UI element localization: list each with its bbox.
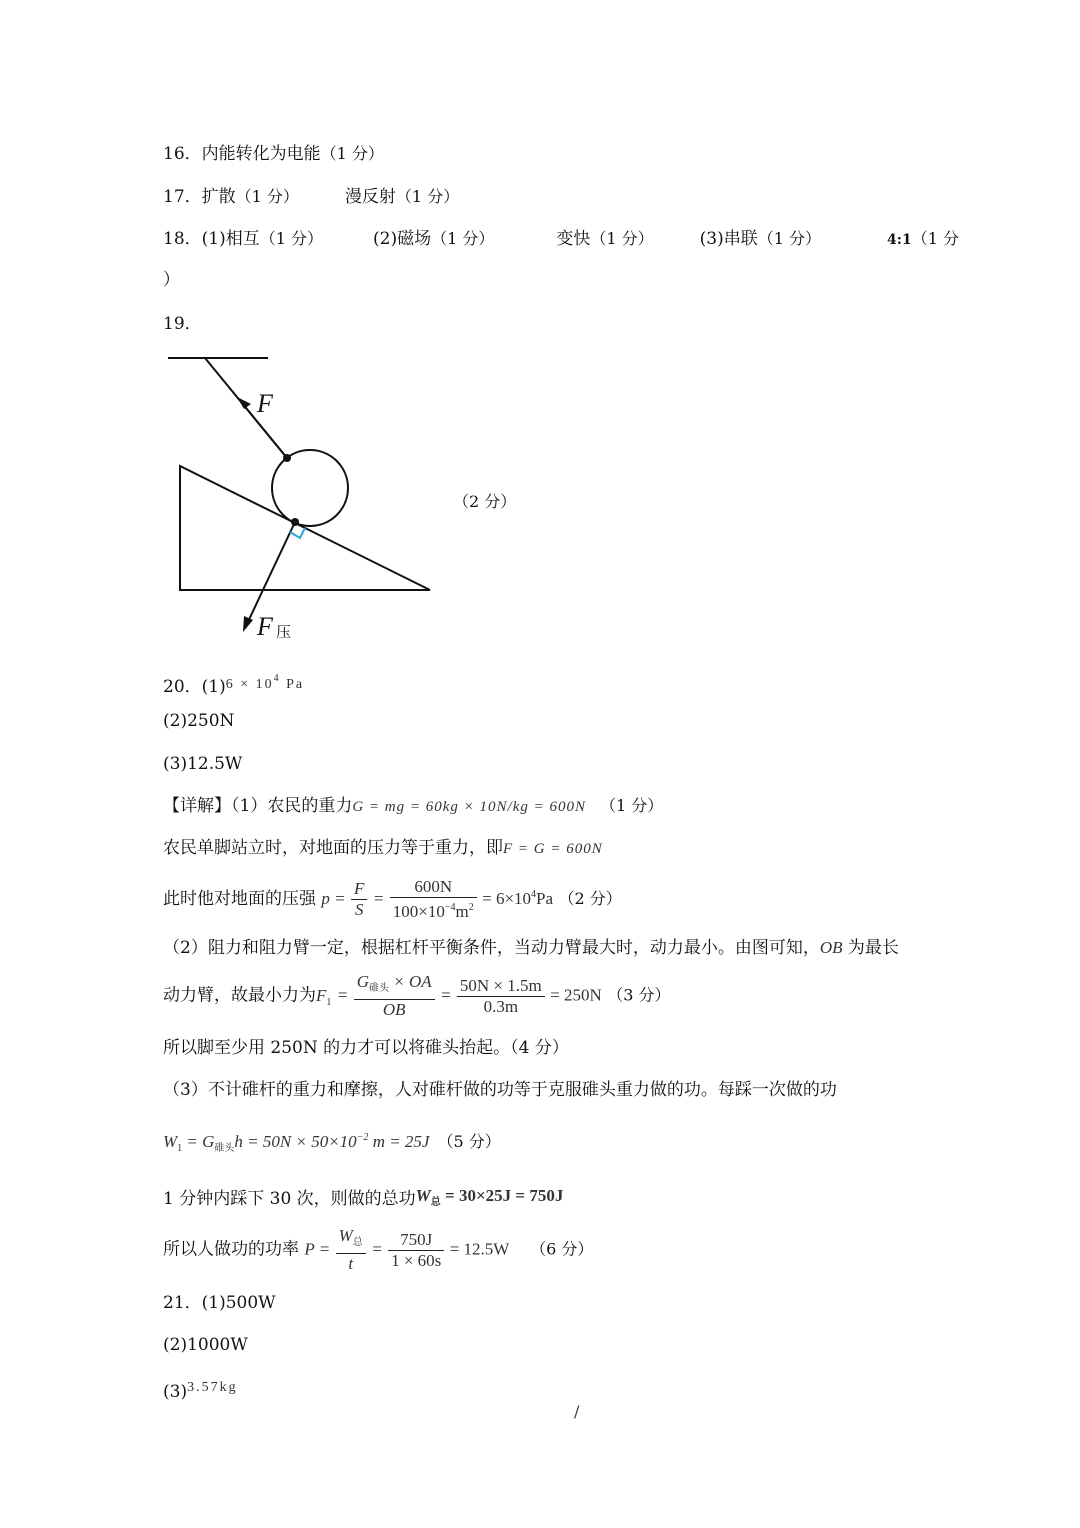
fraction — [390, 877, 477, 922]
fraction — [388, 1230, 444, 1271]
score: （1 分） — [757, 229, 822, 248]
score-19: （2 分） — [453, 492, 517, 511]
detail-text: 1 分钟内踩下 30 次，则做的总功 — [163, 1189, 416, 1209]
num-symbol: G — [356, 972, 369, 991]
detail-tag: 【详解】 — [163, 796, 231, 816]
formula-rhs: = 250N — [550, 985, 602, 1005]
formula — [163, 1132, 430, 1154]
subscript: 碓头 — [368, 983, 389, 994]
answer-text: 漫反射 — [344, 187, 396, 207]
detail-line-6: 所以脚至少用 250N 的力才可以将碓头抬起。（4 分） — [163, 1038, 569, 1058]
fraction — [336, 1226, 366, 1274]
numerator: 50N × 1.5m — [457, 976, 545, 997]
score: （1 分） — [599, 796, 664, 815]
force-fp-arrow — [246, 522, 295, 626]
question-number: 16． — [163, 144, 202, 164]
unit: Pa — [280, 677, 305, 692]
value: 6 × 10 — [225, 677, 274, 692]
answer-19: 19． — [163, 314, 202, 334]
rope-point — [283, 454, 291, 462]
num-symbol: W — [338, 1226, 353, 1245]
part-label: (3) — [163, 1382, 188, 1402]
score: （1 分 — [911, 229, 959, 248]
answer-21-3 — [163, 1376, 238, 1404]
detail-line-10 — [163, 1226, 593, 1274]
den-unit: m — [455, 902, 469, 921]
score: （2 分） — [558, 889, 622, 908]
answer-text: 内能转化为电能 — [201, 144, 321, 164]
answer-ratio: 4:1 — [887, 232, 912, 248]
page-footer: / — [574, 1402, 580, 1421]
question-number: 18． — [163, 229, 202, 249]
answer-16 — [163, 142, 384, 166]
denominator: 0.3m — [483, 996, 519, 1016]
answer-18 — [163, 227, 959, 252]
answer-21-2: (2)1000W — [163, 1335, 248, 1355]
subscript: 1 — [177, 1143, 183, 1154]
score: （1 分） — [395, 187, 460, 206]
formula-part: = 30×25J = 750J — [440, 1186, 564, 1205]
score: （1 分） — [431, 229, 495, 248]
answer-text: (1)相互 — [201, 229, 260, 249]
force-diagram — [160, 346, 460, 646]
detail-line-1 — [163, 794, 663, 819]
exponent: 2 — [468, 902, 474, 913]
detail-line-4 — [163, 936, 899, 960]
formula: F = G = 600N — [503, 841, 603, 857]
equals: = — [336, 985, 349, 1005]
question-number: 20． — [163, 677, 202, 697]
denominator: S — [354, 900, 364, 919]
unit: Pa — [536, 889, 554, 908]
denominator: 1 × 60s — [391, 1250, 442, 1270]
num-rest: × OA — [388, 972, 432, 991]
force-f-arrowhead — [237, 397, 251, 409]
answer-20-1 — [163, 667, 304, 699]
score: （1 分） — [590, 229, 654, 248]
fraction — [351, 879, 367, 920]
answer-text: 变快 — [556, 229, 591, 249]
detail-line-2 — [163, 836, 603, 861]
force-fp-arrowhead — [243, 616, 253, 632]
answer-21-1 — [163, 1291, 276, 1315]
numerator — [354, 972, 435, 1000]
answer-formula — [225, 673, 305, 692]
answer-20-3: (3)12.5W — [163, 754, 243, 774]
denominator — [390, 898, 477, 922]
score: （1 分） — [235, 187, 299, 206]
detail-line-5 — [163, 972, 670, 1026]
answer-20-2: (2)250N — [163, 711, 235, 731]
w-symbol: W — [163, 1132, 178, 1151]
score: （1 分） — [320, 144, 384, 163]
detail-line-3 — [163, 872, 622, 922]
denominator: t — [348, 1254, 354, 1273]
label-f: F — [257, 389, 273, 418]
formula-part: = G — [182, 1132, 215, 1151]
equals: = — [371, 1239, 383, 1259]
answer-formula: 3.57kg — [187, 1380, 238, 1395]
detail-line-8 — [163, 1126, 501, 1161]
answer-17 — [163, 185, 459, 209]
equals: = — [440, 985, 452, 1005]
subscript: 总 — [430, 1197, 441, 1208]
score: （5 分） — [437, 1132, 501, 1151]
question-number: 21． — [163, 1293, 202, 1313]
formula-lhs — [316, 985, 332, 1008]
denominator: OB — [382, 1000, 406, 1019]
detail-text: 此时他对地面的压强 — [163, 889, 316, 909]
ball — [272, 450, 348, 526]
answer-text: (1)500W — [201, 1293, 276, 1313]
formula-lhs: P = — [304, 1239, 331, 1259]
fraction — [354, 972, 435, 1020]
formula-part: h = 50N × 50×10 — [234, 1132, 357, 1151]
subscript: 1 — [326, 996, 332, 1008]
equals: = — [372, 889, 385, 908]
exponent: 4 — [273, 673, 281, 684]
question-number: 17． — [163, 187, 202, 207]
formula-rhs: = 12.5W — [449, 1239, 510, 1259]
rhs-value: = 6×10 — [482, 889, 532, 908]
detail-text: 为最长 — [842, 938, 899, 958]
detail-line-9 — [163, 1184, 563, 1215]
fraction — [457, 976, 545, 1017]
subscript: 总 — [352, 1237, 363, 1248]
answer-18-close: ） — [163, 270, 180, 290]
formula: G = mg = 60kg × 10N/kg = 600N — [352, 799, 586, 815]
label-f-pressure-sub: 压 — [276, 623, 292, 641]
exponent: −4 — [444, 902, 456, 913]
answer-text: (3)串联 — [699, 229, 758, 249]
label-f-pressure: F — [257, 612, 273, 641]
answer-text: (2)磁场 — [373, 229, 432, 249]
den-part: 100×10 — [392, 902, 445, 921]
numerator: F — [351, 879, 367, 900]
formula-rhs — [482, 889, 553, 908]
detail-text: 所以人做功的功率 — [163, 1239, 299, 1260]
ob-symbol: OB — [819, 938, 843, 957]
formula-part: m = 25J — [368, 1132, 430, 1151]
score: （3 分） — [607, 985, 671, 1005]
numerator — [336, 1226, 366, 1254]
formula-lhs: p = — [321, 889, 346, 908]
detail-text: 动力臂，故最小力为 — [163, 985, 316, 1006]
w-symbol: W — [415, 1186, 431, 1205]
score: （1 分） — [259, 229, 324, 248]
exponent: 4 — [531, 889, 537, 900]
detail-line-7: （3）不计碓杆的重力和摩擦，人对碓杆做的功等于克服碓头重力做的功。每踩一次做的功 — [163, 1080, 837, 1100]
subscript: 碓头 — [214, 1143, 235, 1154]
formula — [415, 1186, 564, 1208]
part-label: (1) — [201, 677, 226, 697]
exponent: −2 — [356, 1132, 369, 1143]
detail-text: （1）农民的重力 — [231, 796, 353, 816]
numerator: 600N — [390, 877, 477, 898]
detail-text: 农民单脚站立时，对地面的压力等于重力，即 — [163, 838, 503, 858]
numerator: 750J — [388, 1230, 444, 1251]
score: （6 分） — [530, 1239, 594, 1259]
detail-text: （2）阻力和阻力臂一定，根据杠杆平衡条件，当动力臂最大时，动力最小。由图可知， — [163, 938, 820, 958]
answer-text: 扩散 — [201, 187, 236, 207]
lhs-symbol: F — [316, 985, 327, 1005]
